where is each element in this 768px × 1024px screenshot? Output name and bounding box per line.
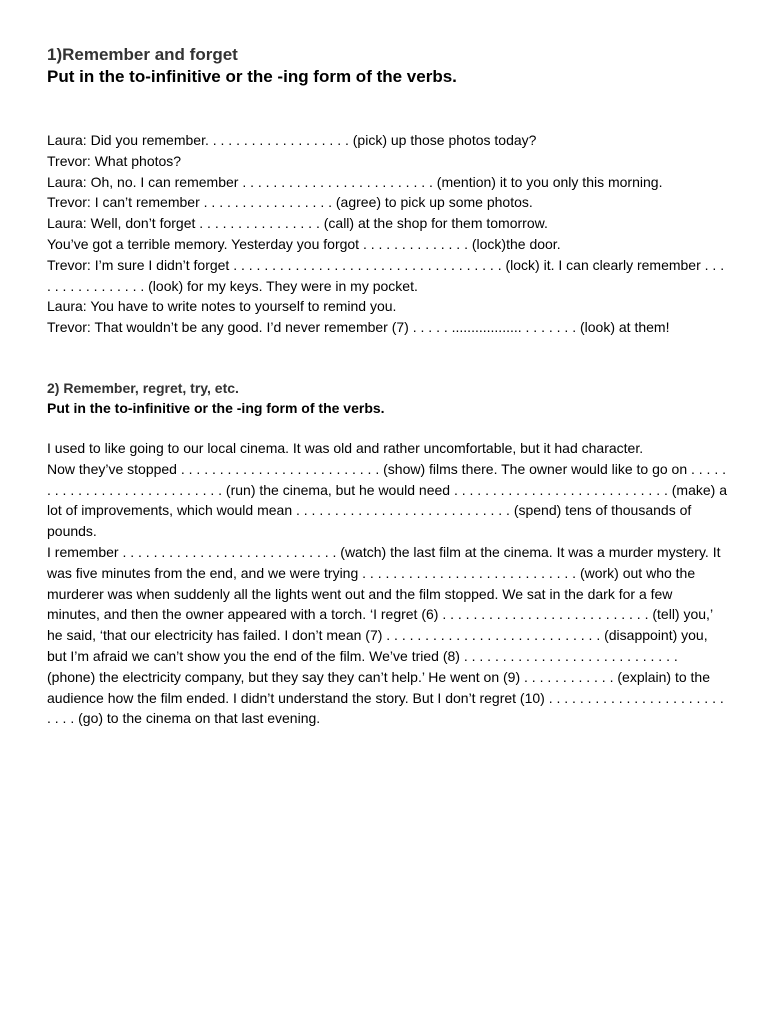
passage-paragraph: Now they’ve stopped . . . . . . . . . . . . . . . . . . . . . . . . . . (show) films there. The owner would like to go on . . . . . . . . . . . . . . . . . . . . . . . . . . . . (run) the cinema, but he would need . . . . . . . . . . . . . . . . . . . . . . . . . . . . (make) a lot of improvements, which would mean . . . . . . . . . . . . . . . . . . . . . . . . . . . . (spend) tens of thousands of pounds. [47,460,728,540]
section-2-instruction: Put in the to-infinitive or the -ing form of the verbs. [47,399,385,416]
section-2-title: 2) Remember, regret, try, etc. [47,379,239,396]
section-1-title: 1)Remember and forget [47,45,238,64]
dialogue-line: Trevor: What photos? [47,152,182,169]
section-remember-regret-try [47,378,727,729]
section-remember-and-forget [47,44,727,338]
dialogue-line: Trevor: I can’t remember . . . . . . . . . . . . . . . . . (agree) to pick up some photos. [47,194,533,211]
dialogue-line: Laura: Did you remember. . . . . . . . . . . . . . . . . . . (pick) up those photos today? [47,132,537,148]
dialogue-line: Laura: Well, don’t forget . . . . . . . . . . . . . . . . (call) at the shop for them tomorrow. [47,215,548,232]
dialogue-line: Laura: Oh, no. I can remember . . . . . . . . . . . . . . . . . . . . . . . . . (mention) it to you only this morning. [47,173,663,190]
passage-paragraph: I remember . . . . . . . . . . . . . . . . . . . . . . . . . . . . (watch) the last film at the cinema. It was a murder mystery. It was five minutes from the end, and we were trying . . . . . . . . . . . . . . . . . . . . . . . . . . . . (work) out who the murderer was when suddenly all the lights went out and the film stopped. We sat in the dark for a few minutes, and then the owner appeared with a torch. ‘I regret (6) . . . . . . . . . . . . . . . . . . . . . . . . . . . (tell) you,’ he said, ‘that our electricity has failed. I don’t mean (7) . . . . . . . . . . . . . . . . . . . . . . . . . . . . (disappoint) you, but I’m afraid we can’t show you the end of the film. We’ve tried (8) . . . . . . . . . . . . . . . . . . . . . . . . . . . . (phone) the electricity company, but they say they can’t help.’ He went on (9) . . . . . . . . . . . . (explain) to the audience how the film ended. I didn’t understand the story. But I don’t regret (10) . . . . . . . . . . . . . . . . . . . . . . . . . . . (go) to the cinema on that last evening. [47,543,724,727]
worksheet-page [47,44,727,729]
section-1-dialogue [47,130,727,338]
dialogue-line: Trevor: That wouldn’t be any good. I’d never remember (7) . . . . . .................. . . . . . . . (look) at them! [47,319,670,336]
dialogue-line: Laura: You have to write notes to yourself to remind you. [47,298,397,315]
section-2-passage [47,438,727,729]
passage-paragraph: I used to like going to our local cinema. It was old and rather uncomfortable, but it had character. [47,439,644,456]
section-1-instruction: Put in the to-infinitive or the -ing form of the verbs. [47,67,457,86]
dialogue-line: You’ve got a terrible memory. Yesterday you forgot . . . . . . . . . . . . . . (lock)the door. [47,235,561,252]
dialogue-line: Trevor: I’m sure I didn’t forget . . . . . . . . . . . . . . . . . . . . . . . . . . . . . . . . . . . (lock) it. I can clearly remember . . . . . . . . . . . . . . . . (look) for my keys. They were in my pocket. [47,256,725,294]
